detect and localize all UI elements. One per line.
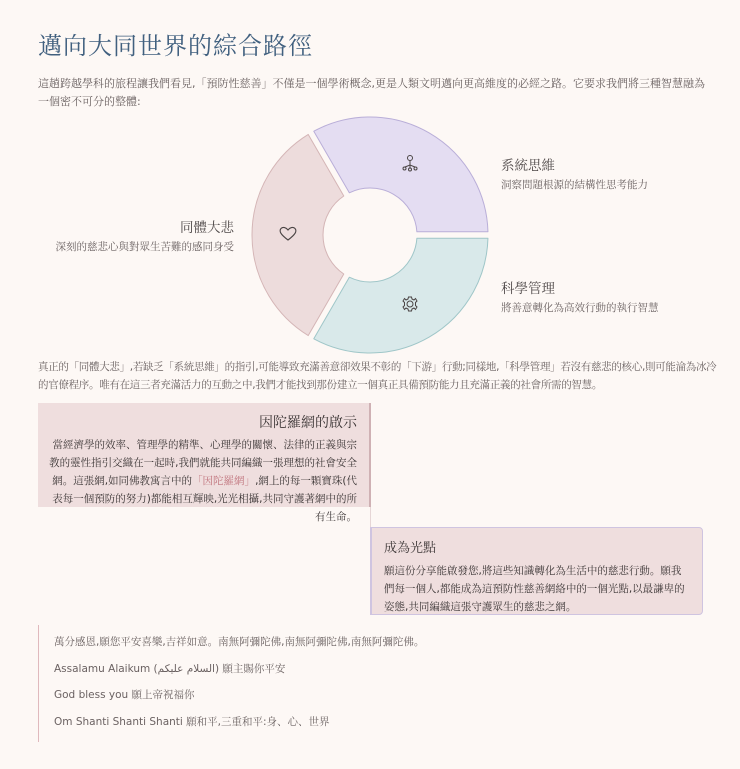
card-text-part: 當經濟學的效率、管理學的精準、心理學的關懷、法律的正義與宗教的靈性指引交織在一起時,我們就能共同編織一張理想的社會安全網。這張網,如同佛教寓言中的 xyxy=(49,439,357,487)
blessing-line: God bless you 願上帝祝福你 xyxy=(54,689,195,701)
segment-title: 科學管理 xyxy=(501,281,555,297)
highlight-term: 「因陀羅網」 xyxy=(192,475,256,487)
blessing-line: 萬分感恩,願您平安喜樂,吉祥如意。南無阿彌陀佛,南無阿彌陀佛,南無阿彌陀佛。 xyxy=(54,636,425,648)
segment-systems-thinking xyxy=(314,117,488,232)
card-title: 成為光點 xyxy=(384,541,437,556)
segment-compassion xyxy=(252,134,344,335)
segment-desc: 將善意轉化為高效行動的執行智慧 xyxy=(501,302,659,314)
segment-desc: 洞察問題根源的結構性思考能力 xyxy=(501,179,648,191)
blessing-line: Assalamu Alaikum (السلام عليكم) 願主賜你平安 xyxy=(54,662,286,675)
segment-title: 同體大悲 xyxy=(180,220,234,236)
three-wisdoms-diagram xyxy=(0,110,740,355)
conclusion-paragraph: 真正的「同體大悲」,若缺乏「系統思維」的指引,可能導致充滿善意卻效果不彰的「下游」行動;同樣地,「科學管理」若沒有慈悲的核心,則可能淪為冰冷的官僚程序。唯有在這三者充滿活力的互動之中,我們才能找到那份建立一個真正具備預防能力且充滿正義的社會所需的智慧。 xyxy=(38,361,717,391)
card-title: 因陀羅網的啟示 xyxy=(259,415,357,431)
become-light-card xyxy=(370,527,703,615)
card-text xyxy=(48,436,357,526)
page-title: 邁向大同世界的綜合路徑 xyxy=(38,32,313,60)
card-text-part: ,網上的每一顆寶珠(代表每一個預防的努力)都能相互輝映,光光相攝,共同守護著網中的所有生命。 xyxy=(52,475,357,523)
intro-paragraph: 這趟跨越學科的旅程讓我們看見,「預防性慈善」不僅是一個學術概念,更是人類文明邁向更高維度的必經之路。它要求我們將三種智慧融為一個密不可分的整體: xyxy=(38,77,705,108)
indra-net-card xyxy=(38,403,371,523)
card-text: 願這份分享能啟發您,將這些知識轉化為生活中的慈悲行動。願我們每一個人,都能成為這預防性慈善網絡中的一個光點,以最謙卑的姿態,共同編織這張守護眾生的慈悲之網。 xyxy=(384,565,685,613)
blessings-block xyxy=(38,625,424,742)
segment-scientific-management xyxy=(314,238,488,353)
blessing-line: Om Shanti Shanti Shanti 願和平,三重和平:身、心、世界 xyxy=(54,715,330,728)
segment-desc: 深刻的慈悲心與對眾生苦難的感同身受 xyxy=(55,241,234,253)
donut-chart xyxy=(0,110,740,355)
segment-title: 系統思維 xyxy=(501,158,555,174)
